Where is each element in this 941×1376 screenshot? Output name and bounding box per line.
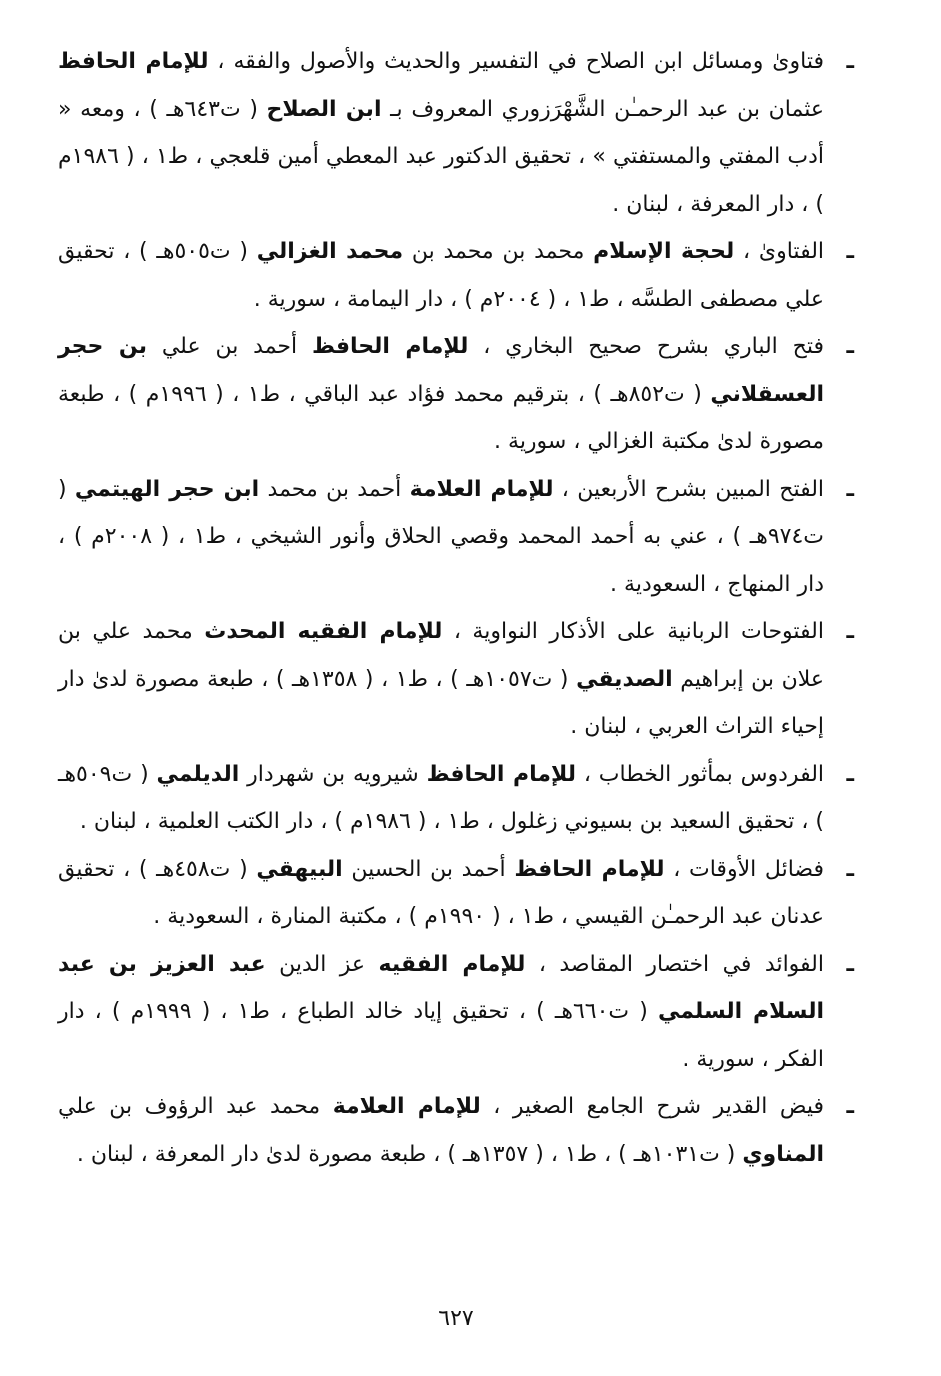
entry-text: ( ت٥٠٥هـ ) ، تحقيق علي مصطفى الطسَّه ، ط١ ، ( ٢٠٠٤م ) ، دار اليمامة ، سورية . bbox=[58, 239, 824, 312]
document-page bbox=[58, 38, 854, 1338]
entry-text: محمد بن محمد بن bbox=[403, 239, 594, 264]
entry-dash: ـ bbox=[846, 334, 854, 359]
entry-dash: ـ bbox=[846, 1094, 854, 1119]
entry-bold-text: ابن الصلاح bbox=[266, 96, 382, 122]
bibliography-entry bbox=[58, 38, 854, 228]
bibliography-entry bbox=[58, 323, 854, 466]
entry-text: محمد علي بن علان بن إبراهيم bbox=[58, 619, 824, 692]
entry-text: شيرويه بن شهردار bbox=[239, 761, 427, 787]
entry-dash: ـ bbox=[846, 49, 854, 74]
entry-dash: ـ bbox=[846, 761, 854, 787]
bibliography-entry bbox=[58, 1083, 854, 1178]
entry-bold-text: بن حجر العسقلاني bbox=[58, 334, 825, 407]
entry-text: الفتح المبين بشرح الأربعين ، bbox=[553, 476, 825, 502]
entry-text: ( ت٦٤٣هـ ) ، ومعه « أدب المفتي والمستفتي » ، تحقيق الدكتور عبد المعطي أمين قلعجي ، ط١ ، ( ١٩٨٦م ) ، دار المعرفة ، لبنان . bbox=[58, 96, 824, 217]
entry-bold-text: محمد الغزالي bbox=[256, 239, 404, 264]
entry-bold-text: المناوي bbox=[742, 1141, 824, 1167]
entry-text: فضائل الأوقات ، bbox=[664, 856, 824, 882]
entry-bold-text: البيهقي bbox=[256, 856, 343, 882]
bibliography-entry bbox=[58, 228, 854, 323]
entry-text: الفردوس بمأثور الخطاب ، bbox=[575, 761, 825, 787]
entry-dash: ـ bbox=[846, 239, 854, 264]
entry-text: ( ت١٠٣١هـ ) ، ط١ ، ( ١٣٥٧هـ ) ، طبعة مصورة لدىٰ دار المعرفة ، لبنان . bbox=[76, 1141, 743, 1167]
entry-bold-text: للإمام الحافظ bbox=[426, 761, 576, 787]
entry-text: ( ت٦٦٠هـ ) ، تحقيق إياد خالد الطباع ، ط١ ، ( ١٩٩٩م ) ، دار الفكر ، سورية . bbox=[58, 999, 824, 1072]
entry-bold-text: للإمام العلامة bbox=[409, 476, 554, 502]
bibliography-list bbox=[58, 38, 854, 1178]
entry-bold-text: للإمام الفقيه المحدث bbox=[204, 619, 443, 644]
entry-bold-text: للإمام الحافظ bbox=[58, 49, 209, 74]
entry-text: ( ت١٠٥٧هـ ) ، ط١ ، ( ١٣٥٨هـ ) ، طبعة مصورة لدىٰ دار إحياء التراث العربي ، لبنان . bbox=[58, 666, 824, 739]
bibliography-entry bbox=[58, 466, 854, 609]
entry-text: عثمان بن عبد الرحمـٰن الشَّهْرَزوري المعروف بـ bbox=[381, 96, 824, 122]
entry-text: الفتاوىٰ ، bbox=[734, 239, 825, 264]
entry-text: الفتوحات الربانية على الأذكار النواوية ، bbox=[442, 619, 824, 644]
entry-text: الفوائد في اختصار المقاصد ، bbox=[525, 951, 824, 977]
entry-dash: ـ bbox=[846, 476, 854, 502]
entry-text: ( ت٤٥٨هـ ) ، تحقيق عدنان عبد الرحمـٰن القيسي ، ط١ ، ( ١٩٩٠م ) ، مكتبة المنارة ، السعودية . bbox=[58, 856, 824, 929]
entry-text: فتاوىٰ ومسائل ابن الصلاح في التفسير والحديث والأصول والفقه ، bbox=[208, 49, 824, 74]
entry-bold-text: للإمام الفقيه bbox=[378, 951, 526, 977]
entry-bold-text: عبد العزيز بن عبد السلام السلمي bbox=[58, 951, 824, 1024]
entry-bold-text: لحجة الإسلام bbox=[593, 239, 735, 264]
bibliography-entry bbox=[58, 941, 854, 1084]
page-number: ٦٢٧ bbox=[438, 1306, 474, 1331]
entry-text: ( ت٨٥٢هـ ) ، بترقيم محمد فؤاد عبد الباقي ، ط١ ، ( ١٩٩٦م ) ، طبعة مصورة لدىٰ مكتبة الغزالي ، سورية . bbox=[58, 381, 824, 454]
entry-dash: ـ bbox=[846, 951, 854, 977]
entry-bold-text: ابن حجر الهيتمي bbox=[74, 476, 260, 502]
entry-text: أحمد بن علي bbox=[146, 334, 313, 359]
entry-text: ( ت٥٠٩هـ ) ، تحقيق السعيد بن بسيوني زغلول ، ط١ ، ( ١٩٨٦م ) ، دار الكتب العلمية ، لبنان . bbox=[58, 761, 824, 834]
entry-bold-text: للإمام الحافظ bbox=[514, 856, 665, 882]
entry-bold-text: الديلمي bbox=[156, 761, 240, 787]
entry-bold-text: للإمام الحافظ bbox=[312, 334, 469, 359]
entry-dash: ـ bbox=[846, 856, 854, 882]
bibliography-entry bbox=[58, 608, 854, 751]
entry-text: عز الدين bbox=[265, 951, 379, 977]
entry-text: محمد عبد الرؤوف بن علي bbox=[58, 1094, 333, 1119]
entry-text: فيض القدير شرح الجامع الصغير ، bbox=[480, 1094, 824, 1119]
entry-text: أحمد بن محمد bbox=[259, 476, 410, 502]
entry-bold-text: الصديقي bbox=[576, 666, 673, 692]
entry-dash: ـ bbox=[846, 619, 854, 644]
bibliography-entry bbox=[58, 846, 854, 941]
entry-text: أحمد بن الحسين bbox=[342, 856, 515, 882]
bibliography-entry bbox=[58, 751, 854, 846]
entry-text: فتح الباري بشرح صحيح البخاري ، bbox=[468, 334, 824, 359]
entry-text: ( ت٩٧٤هـ ) ، عني به أحمد المحمد وقصي الحلاق وأنور الشيخي ، ط١ ، ( ٢٠٠٨م ) ، دار المنهاج ، السعودية . bbox=[58, 476, 824, 597]
entry-bold-text: للإمام العلامة bbox=[332, 1094, 481, 1119]
